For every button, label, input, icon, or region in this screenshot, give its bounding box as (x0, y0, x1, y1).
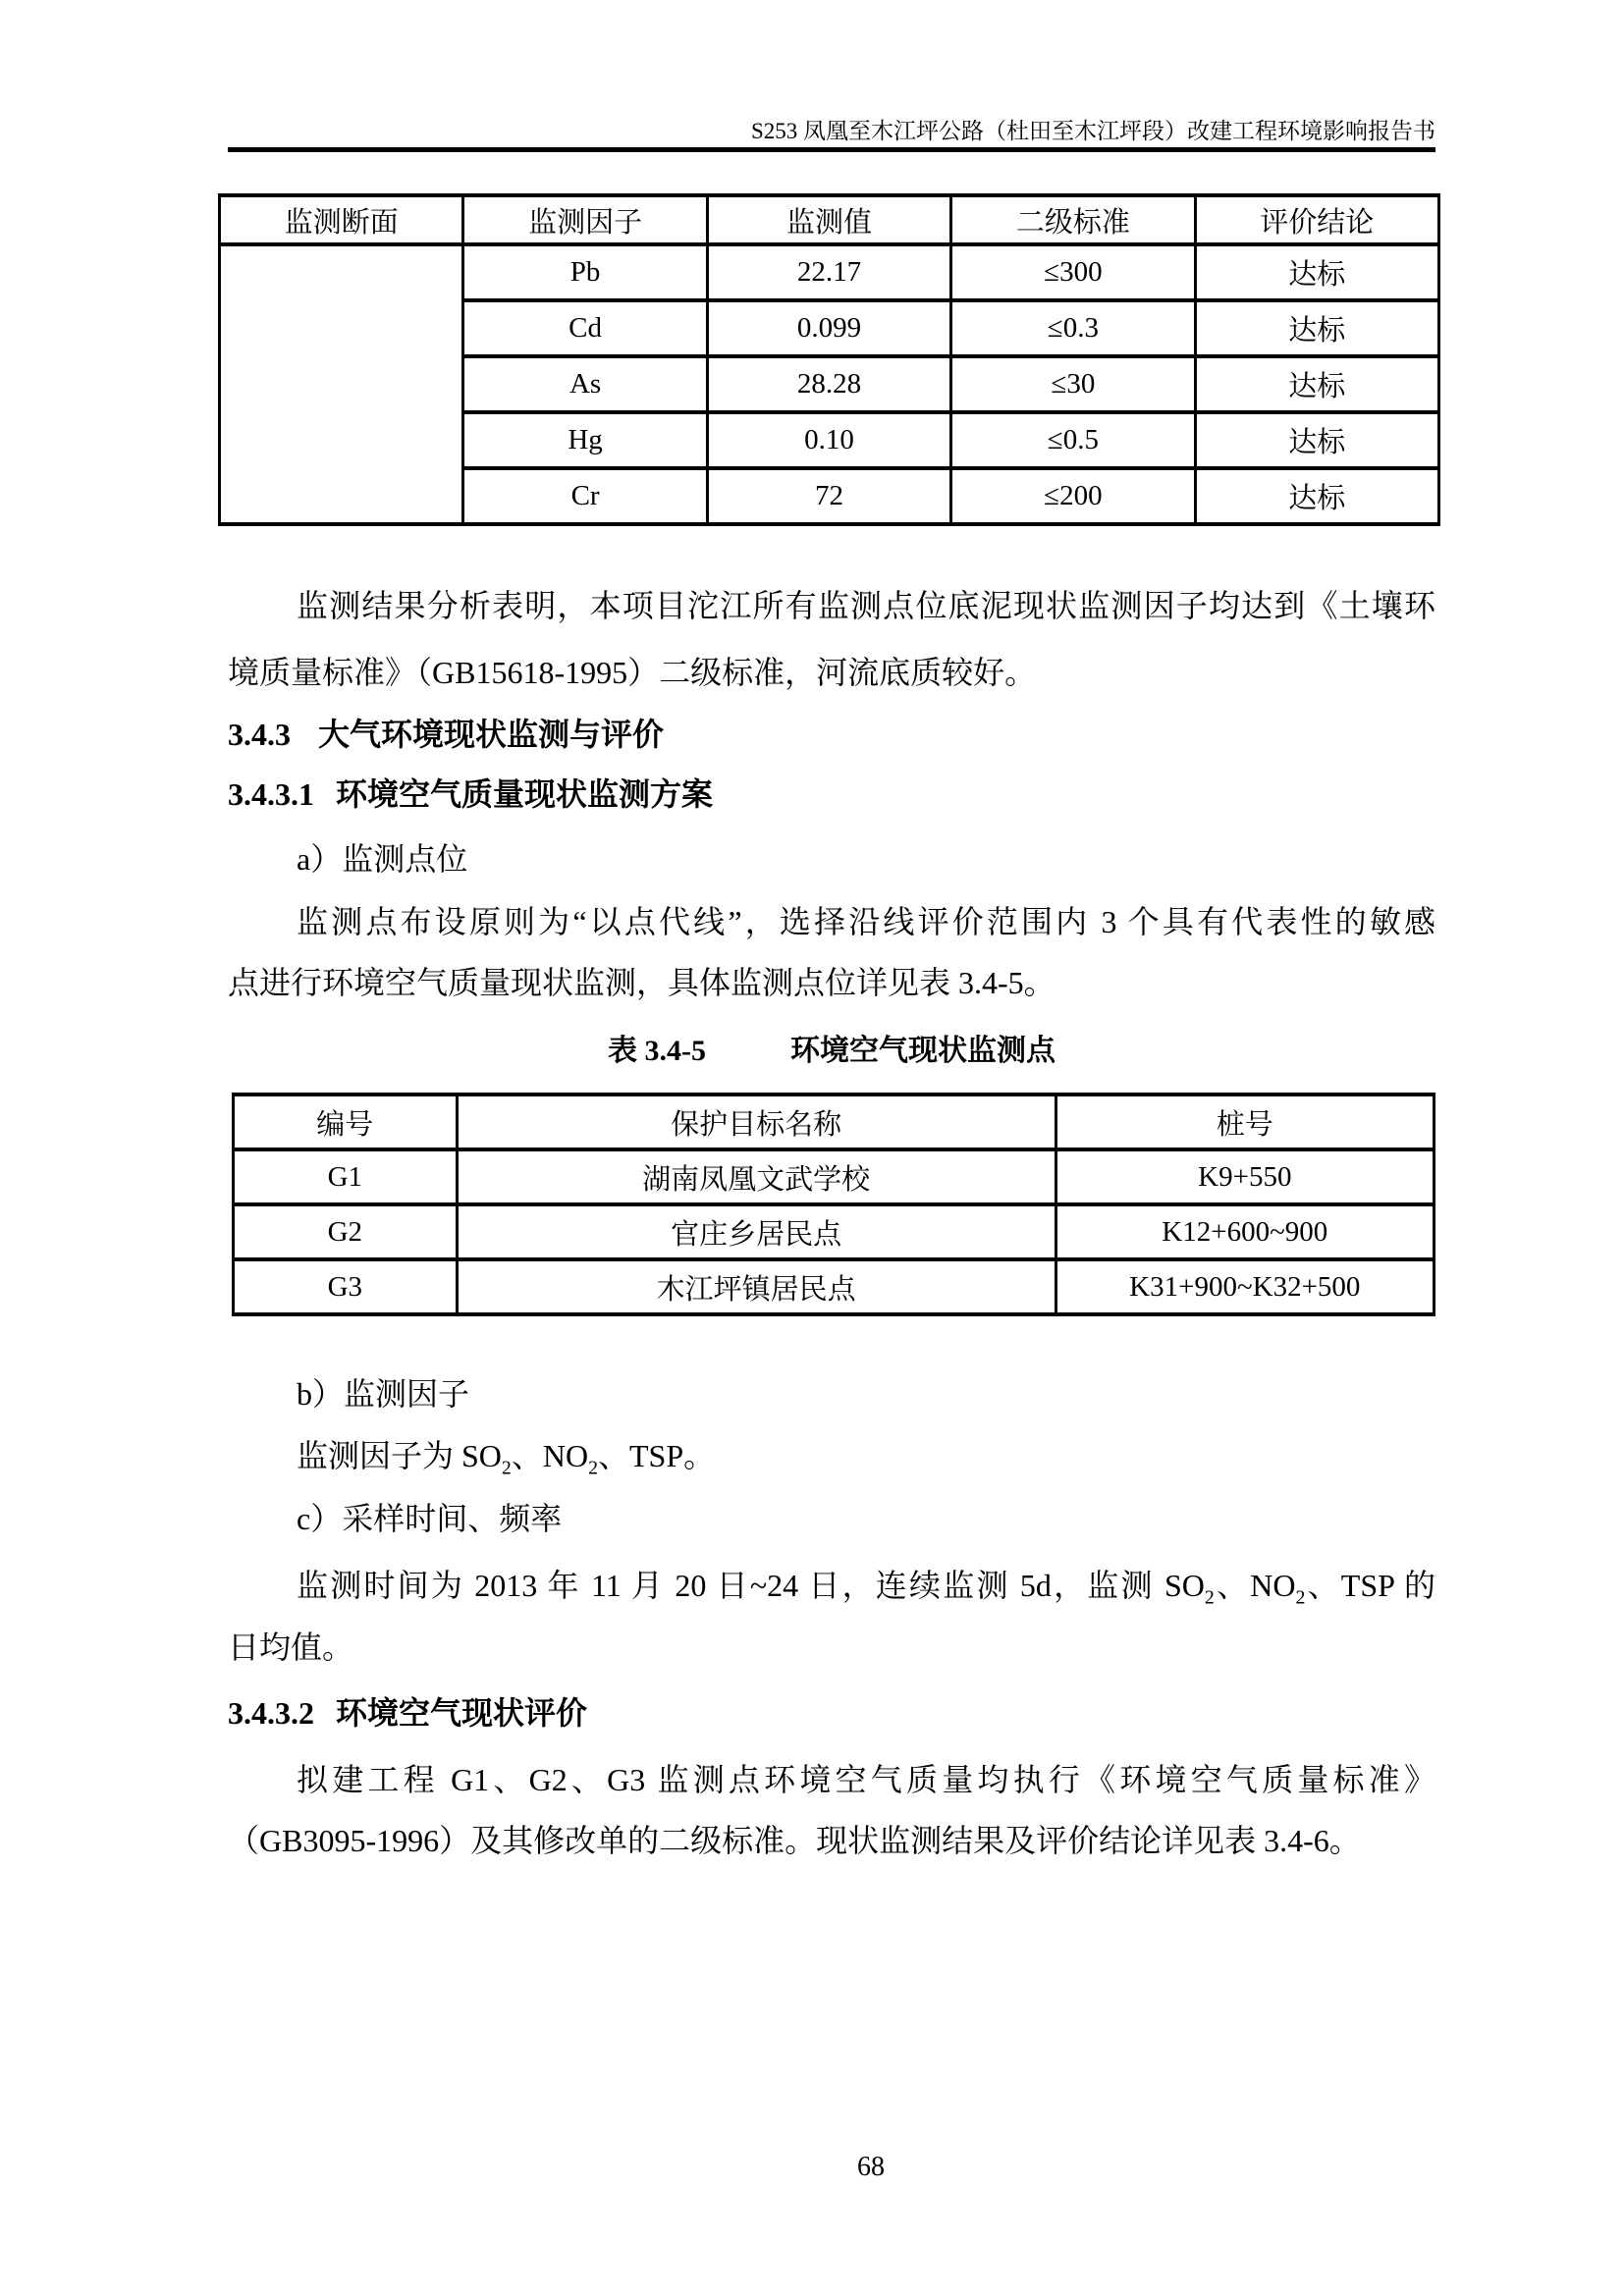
factor-cell: Hg (463, 412, 707, 468)
heading-3-4-3 (228, 715, 1435, 754)
standard-cell: ≤30 (951, 356, 1195, 412)
value-cell: 22.17 (707, 244, 950, 300)
table-header-row (220, 195, 1439, 244)
paragraph-eval-line1: 拟建工程 G1、G2、G3 监测点环境空气质量均执行《环境空气质量标准》 (297, 1762, 1435, 1797)
factor-cell: Pb (463, 244, 707, 300)
paragraph-time-line1: 监测时间为 2013 年 11 月 20 日~24 日，连续监测 5d，监测 $SO_2$、$NO_2$、TSP 的 (297, 1568, 1435, 1609)
value-cell: 28.28 (707, 356, 950, 412)
table-row (234, 1259, 1435, 1314)
table-row (220, 244, 1439, 300)
paragraph-time-line2: 日均值。 (228, 1629, 354, 1665)
item-b-label: b）监测因子 (297, 1376, 470, 1412)
id-cell: G3 (234, 1259, 458, 1314)
table-row (234, 1149, 1435, 1204)
page-header-title: S253 凤凰至木江坪公路（杜田至木江坪段）改建工程环境影响报告书 (750, 119, 1435, 143)
value-cell: 72 (707, 468, 950, 524)
heading-3-4-3-1 (228, 774, 1435, 814)
paragraph-points-line2: 点进行环境空气质量现状监测，具体监测点位详见表 3.4-5。 (228, 965, 1056, 1000)
column-header-conclusion: 评价结论 (1195, 195, 1438, 244)
standard-cell: ≤0.3 (951, 300, 1195, 356)
conclusion-cell: 达标 (1195, 356, 1438, 412)
conclusion-cell: 达标 (1195, 468, 1438, 524)
factor-cell: Cr (463, 468, 707, 524)
column-header-stake: 桩号 (1056, 1095, 1434, 1149)
air-monitoring-points-table (232, 1093, 1435, 1316)
paragraph-sediment-line1: 监测结果分析表明，本项目沱江所有监测点位底泥现状监测因子均达到《土壤环 (297, 588, 1435, 623)
standard-cell: ≤300 (951, 244, 1195, 300)
conclusion-cell: 达标 (1195, 412, 1438, 468)
column-header-standard: 二级标准 (951, 195, 1195, 244)
table-row (234, 1204, 1435, 1259)
factor-cell: Cd (463, 300, 707, 356)
conclusion-cell: 达标 (1195, 244, 1438, 300)
name-cell: 官庄乡居民点 (457, 1204, 1056, 1259)
paragraph-points-line1: 监测点布设原则为“以点代线”，选择沿线评价范围内 3 个具有代表性的敏感 (297, 904, 1435, 939)
table-caption-label: 表 3.4-5 (608, 1035, 706, 1067)
column-header-id: 编号 (234, 1095, 458, 1149)
header-rule (228, 147, 1435, 152)
standard-cell: ≤0.5 (951, 412, 1195, 468)
item-a-label: a）监测点位 (297, 841, 468, 877)
value-cell: 0.099 (707, 300, 950, 356)
heading-3-4-3-2 (228, 1693, 1435, 1733)
stake-cell: K9+550 (1056, 1149, 1434, 1204)
paragraph-eval-line2: （GB3095-1996）及其修改单的二级标准。现状监测结果及评价结论详见表 3.4-6。 (228, 1823, 1361, 1858)
column-header-section: 监测断面 (220, 195, 463, 244)
id-cell: G2 (234, 1204, 458, 1259)
stake-cell: K12+600~900 (1056, 1204, 1434, 1259)
heading-number: 3.4.3.1 (228, 776, 314, 812)
item-c-label: c）采样时间、频率 (297, 1501, 563, 1536)
sediment-monitoring-table (218, 193, 1440, 526)
heading-title: 环境空气现状评价 (336, 1695, 588, 1731)
paragraph-sediment-line2: 境质量标准》（GB15618-1995）二级标准，河流底质较好。 (228, 655, 1037, 690)
heading-number: 3.4.3.2 (228, 1695, 314, 1731)
column-header-factor: 监测因子 (463, 195, 707, 244)
name-cell: 湖南凤凰文武学校 (457, 1149, 1056, 1204)
heading-title: 大气环境现状监测与评价 (318, 717, 665, 752)
table-caption-title: 环境空气现状监测点 (790, 1035, 1056, 1067)
factor-cell: As (463, 356, 707, 412)
value-cell: 0.10 (707, 412, 950, 468)
section-cell-empty (220, 244, 463, 524)
stake-cell: K31+900~K32+500 (1056, 1259, 1434, 1314)
page-number: 68 (857, 2152, 885, 2182)
standard-cell: ≤200 (951, 468, 1195, 524)
heading-number: 3.4.3 (228, 717, 291, 752)
heading-title: 环境空气质量现状监测方案 (336, 776, 714, 812)
table-caption (228, 1033, 1435, 1070)
column-header-value: 监测值 (707, 195, 950, 244)
column-header-name: 保护目标名称 (457, 1095, 1056, 1149)
factors-line: 监测因子为 $SO_2$、$NO_2$、TSP。 (297, 1438, 716, 1479)
conclusion-cell: 达标 (1195, 300, 1438, 356)
id-cell: G1 (234, 1149, 458, 1204)
name-cell: 木江坪镇居民点 (457, 1259, 1056, 1314)
table-header-row (234, 1095, 1435, 1149)
